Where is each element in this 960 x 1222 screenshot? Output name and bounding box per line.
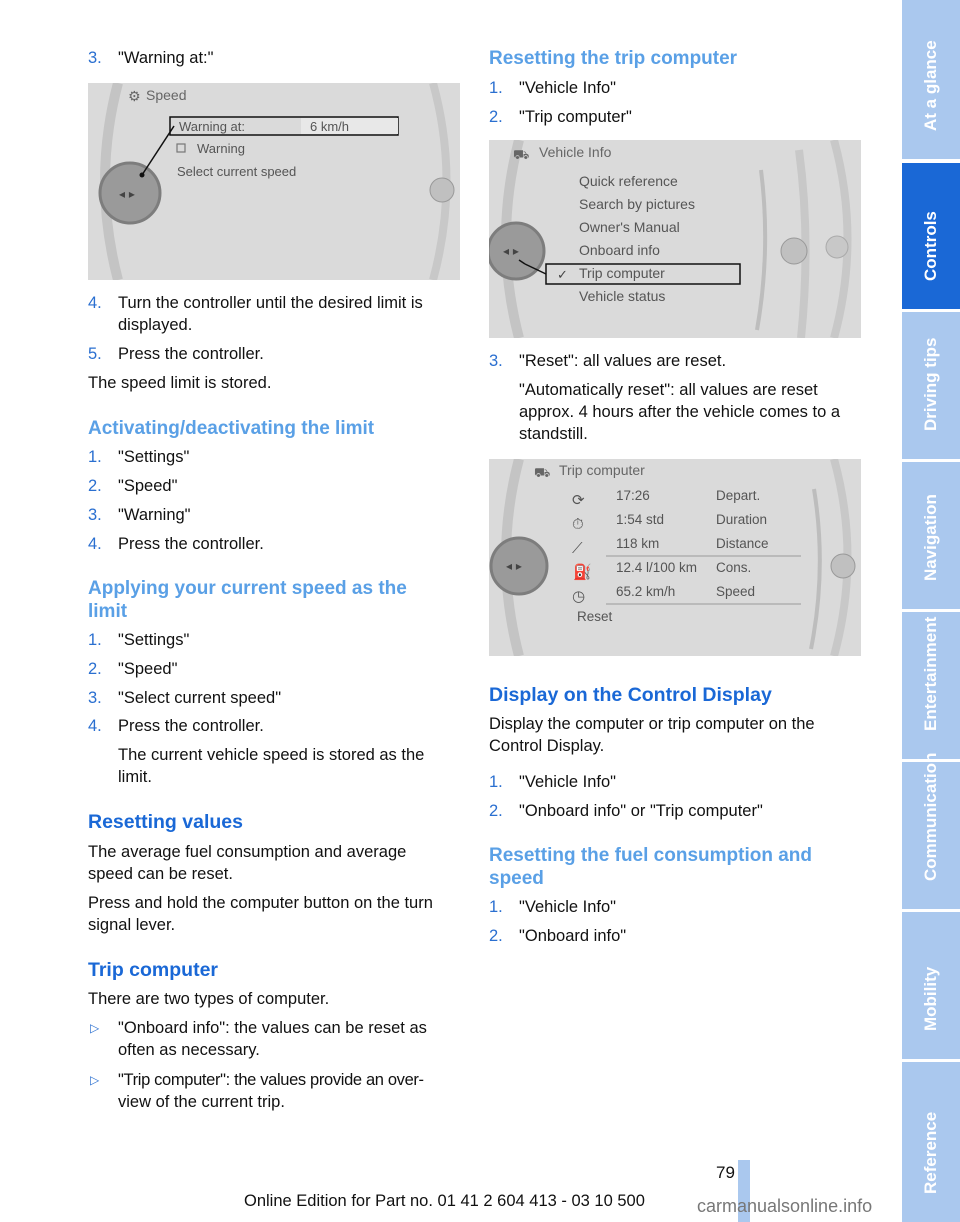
step-number: 3. bbox=[88, 49, 102, 67]
bullet-text: "Onboard info": the values can be reset as bbox=[118, 1019, 427, 1037]
reset-option: Reset bbox=[577, 609, 613, 624]
tab-at-a-glance[interactable] bbox=[902, 0, 960, 159]
step-text: "Speed" bbox=[118, 477, 178, 495]
step-number: 1. bbox=[88, 631, 102, 649]
step-text: standstill. bbox=[519, 425, 588, 443]
step-text: Turn the controller until the desired limit is bbox=[118, 294, 423, 312]
menu-item: Onboard info bbox=[579, 242, 660, 258]
step-number: 1. bbox=[489, 79, 503, 97]
trip-label: Speed bbox=[716, 584, 756, 599]
tab-label: Communication bbox=[921, 752, 940, 881]
step-text: Press the controller. bbox=[118, 717, 264, 735]
section-heading: Resetting the trip computer bbox=[489, 48, 738, 69]
step-number: 3. bbox=[489, 352, 503, 370]
step-text: "Settings" bbox=[118, 448, 190, 466]
paragraph: signal lever. bbox=[88, 916, 176, 934]
step-number: 4. bbox=[88, 294, 102, 312]
tab-label: Navigation bbox=[921, 494, 940, 581]
trip-value: 118 km bbox=[616, 536, 660, 551]
step-number: 4. bbox=[88, 535, 102, 553]
bullet-text: view of the current trip. bbox=[118, 1093, 285, 1111]
trip-label: Duration bbox=[716, 512, 768, 527]
step-number: 2. bbox=[489, 802, 503, 820]
menu-item: Search by pictures bbox=[579, 196, 695, 212]
step-text: Press the controller. bbox=[118, 345, 264, 363]
tab-label: Controls bbox=[921, 211, 940, 281]
screen-title: Speed bbox=[146, 87, 187, 103]
svg-text:⟋: ⟋ bbox=[572, 539, 583, 557]
paragraph: Control Display. bbox=[489, 737, 605, 755]
step-number: 1. bbox=[489, 773, 503, 791]
section-heading: limit bbox=[88, 601, 128, 622]
screen-title: Trip computer bbox=[559, 462, 645, 478]
step-text: "Reset": all values are reset. bbox=[519, 352, 727, 370]
bullet-triangle-icon: ▷ bbox=[90, 1021, 100, 1035]
paragraph: There are two types of computer. bbox=[88, 990, 330, 1008]
tab-label: Reference bbox=[921, 1111, 940, 1194]
step-text: "Onboard info" bbox=[519, 927, 627, 945]
paragraph: The speed limit is stored. bbox=[88, 374, 272, 392]
svg-text:⚙: ⚙ bbox=[128, 89, 141, 105]
section-heading: Activating/deactivating the limit bbox=[88, 418, 375, 439]
menu-item: Vehicle status bbox=[579, 288, 666, 304]
tab-controls[interactable] bbox=[902, 163, 960, 309]
svg-text:⛽: ⛽ bbox=[573, 563, 592, 581]
tab-label: At a glance bbox=[921, 40, 940, 131]
trip-value: 17:26 bbox=[616, 488, 650, 503]
warning-at-label: Warning at: bbox=[179, 119, 245, 134]
step-text: "Warning at:" bbox=[118, 49, 214, 67]
trip-label: Distance bbox=[716, 536, 769, 551]
chapter-tabs bbox=[902, 0, 960, 1222]
paragraph: speed can be reset. bbox=[88, 865, 233, 883]
section-heading: Trip computer bbox=[88, 959, 219, 981]
tab-reference[interactable] bbox=[902, 1062, 960, 1222]
section-heading: speed bbox=[489, 868, 544, 889]
page-number: 79 bbox=[716, 1163, 735, 1182]
svg-text:✓: ✓ bbox=[557, 268, 568, 283]
step-text: "Select current speed" bbox=[118, 689, 282, 707]
select-speed-option: Select current speed bbox=[177, 164, 297, 179]
step-number: 5. bbox=[88, 345, 102, 363]
note-text: The current vehicle speed is stored as the bbox=[118, 746, 425, 764]
bullet-triangle-icon: ▷ bbox=[90, 1073, 100, 1087]
bullet-text: often as necessary. bbox=[118, 1041, 260, 1059]
menu-item: Quick reference bbox=[579, 173, 678, 189]
warning-option: Warning bbox=[197, 141, 245, 156]
trip-value: 12.4 l/100 km bbox=[616, 560, 698, 575]
paragraph: Press and hold the computer button on the turn bbox=[88, 894, 433, 912]
footer-text: Online Edition for Part no. 01 41 2 604 413 - 03 10 500 bbox=[244, 1192, 645, 1210]
paragraph: The average fuel consumption and average bbox=[88, 843, 407, 861]
section-heading: Applying your current speed as the bbox=[88, 578, 407, 599]
trip-label: Depart. bbox=[716, 488, 761, 503]
note-text: limit. bbox=[118, 768, 152, 786]
step-text: Press the controller. bbox=[118, 535, 264, 553]
warning-at-value: 6 km/h bbox=[310, 119, 350, 134]
svg-text:⛟: ⛟ bbox=[534, 466, 551, 481]
step-number: 2. bbox=[489, 108, 503, 126]
section-heading: Display on the Control Display bbox=[489, 684, 772, 706]
tab-mobility[interactable] bbox=[902, 912, 960, 1059]
step-number: 3. bbox=[88, 506, 102, 524]
tab-navigation[interactable] bbox=[902, 462, 960, 609]
step-number: 3. bbox=[88, 689, 102, 707]
tab-communication[interactable] bbox=[902, 752, 960, 909]
tab-label: Driving tips bbox=[921, 337, 940, 431]
svg-text:⛟: ⛟ bbox=[513, 148, 530, 163]
step-text: "Settings" bbox=[118, 631, 190, 649]
step-number: 1. bbox=[88, 448, 102, 466]
menu-item: Owner's Manual bbox=[579, 219, 680, 235]
svg-text:⟳: ⟳ bbox=[572, 491, 585, 509]
screen-title: Vehicle Info bbox=[539, 144, 612, 160]
trip-value: 1:54 std bbox=[616, 512, 665, 527]
bullet-text: "Trip computer": the values provide an over- bbox=[118, 1071, 424, 1089]
paragraph: Display the computer or trip computer on the bbox=[489, 715, 815, 733]
step-text: displayed. bbox=[118, 316, 193, 334]
menu-item: Trip computer bbox=[579, 265, 665, 281]
step-number: 4. bbox=[88, 717, 102, 735]
trip-computer-screenshot bbox=[489, 459, 861, 656]
step-text: "Vehicle Info" bbox=[519, 898, 617, 916]
svg-text:◂ ▸: ◂ ▸ bbox=[506, 559, 522, 573]
step-number: 1. bbox=[489, 898, 503, 916]
step-number: 2. bbox=[88, 660, 102, 678]
step-text: "Trip computer" bbox=[519, 108, 632, 126]
tab-entertainment[interactable] bbox=[902, 612, 960, 759]
svg-text:◂ ▸: ◂ ▸ bbox=[503, 244, 519, 258]
step-text: "Vehicle Info" bbox=[519, 773, 617, 791]
step-text: "Onboard info" or "Trip computer" bbox=[519, 802, 763, 820]
step-text: "Speed" bbox=[118, 660, 178, 678]
tab-label: Mobility bbox=[921, 966, 940, 1031]
svg-text:⏱: ⏱ bbox=[572, 515, 584, 533]
step-number: 2. bbox=[88, 477, 102, 495]
vehicle-info-screenshot bbox=[489, 140, 861, 338]
step-text: "Automatically reset": all values are reset bbox=[519, 381, 818, 399]
tab-label: Entertainment bbox=[921, 616, 940, 731]
step-text: approx. 4 hours after the vehicle comes to a bbox=[519, 403, 841, 421]
speed-warning-screenshot bbox=[88, 83, 460, 280]
tab-driving-tips[interactable] bbox=[902, 312, 960, 459]
step-text: "Vehicle Info" bbox=[519, 79, 617, 97]
watermark: carmanualsonline.info bbox=[697, 1196, 873, 1216]
step-text: "Warning" bbox=[118, 506, 191, 524]
trip-value: 65.2 km/h bbox=[616, 584, 676, 599]
trip-label: Cons. bbox=[716, 560, 752, 575]
step-number: 2. bbox=[489, 927, 503, 945]
section-heading: Resetting values bbox=[88, 811, 243, 833]
svg-text:◂ ▸: ◂ ▸ bbox=[119, 187, 135, 201]
svg-text:◷: ◷ bbox=[572, 587, 586, 605]
section-heading: Resetting the fuel consumption and bbox=[489, 845, 813, 866]
